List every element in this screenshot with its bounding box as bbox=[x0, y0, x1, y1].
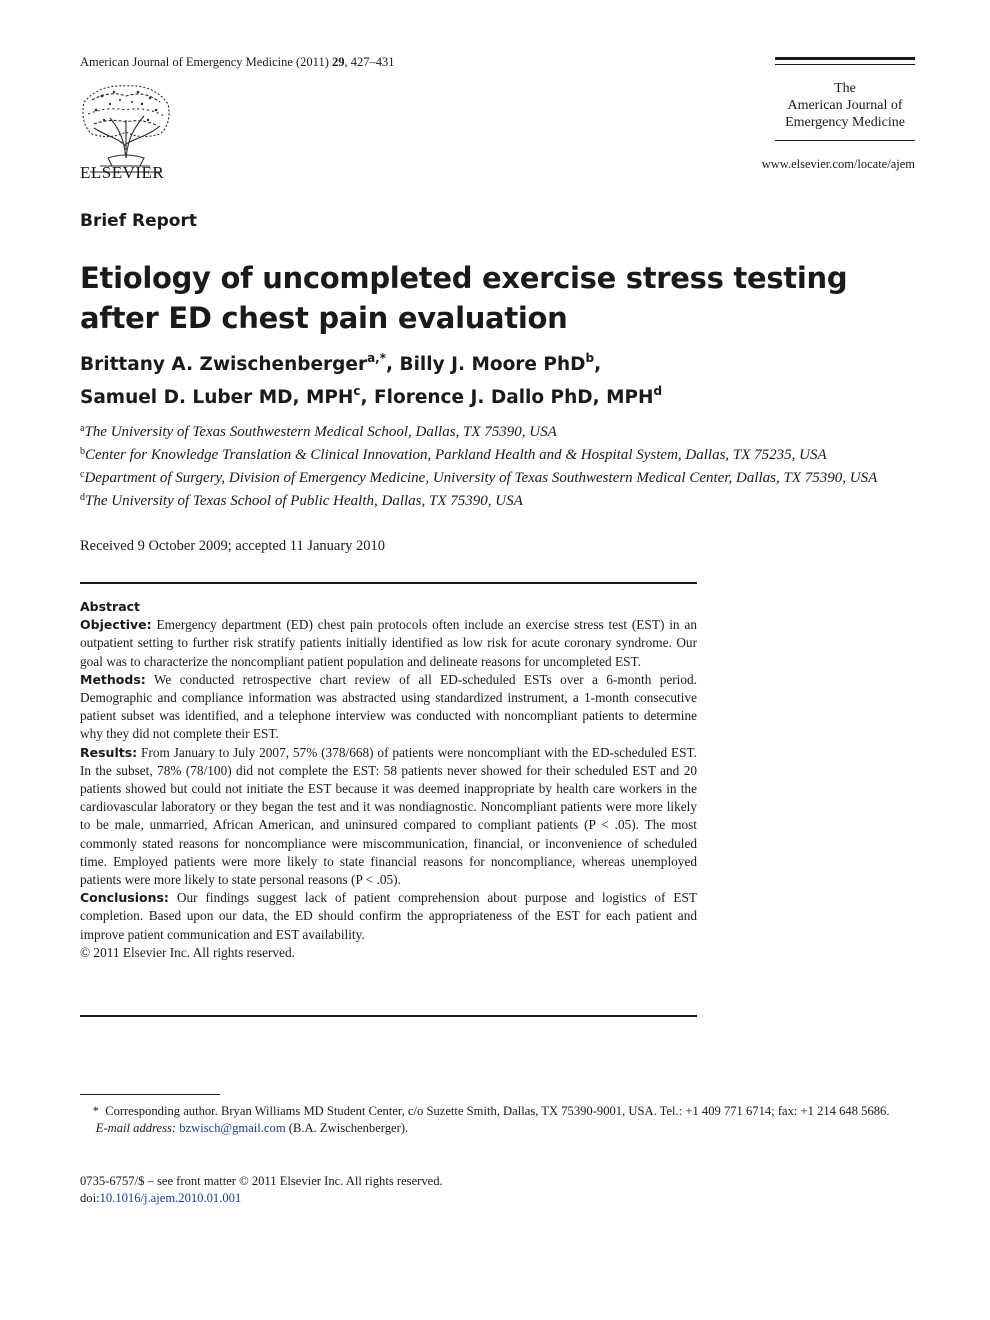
author-list: Brittany A. Zwischenberger$^{a,*}$, Billy J. Moore PhD$^b$, Samuel D. Luber MD, MPH$^c$, Florence J. Dallo PhD, MPH$^d$ bbox=[80, 351, 663, 408]
author-name: Florence J. Dallo PhD, MPH bbox=[374, 387, 654, 408]
abstract-bottom-rule bbox=[80, 1015, 697, 1017]
elsevier-wordmark: ELSEVIER bbox=[80, 163, 165, 182]
header-rule-thick bbox=[775, 57, 915, 60]
abstract-top-rule bbox=[80, 582, 697, 584]
journal-citation: American Journal of Emergency Medicine (2011) 29, 427–431 bbox=[80, 55, 395, 69]
header-rule-thin bbox=[775, 64, 915, 65]
doi-link[interactable]: 10.1016/j.ajem.2010.01.001 bbox=[99, 1191, 242, 1205]
email-link[interactable]: bzwisch@gmail.com bbox=[179, 1121, 286, 1135]
email-note: E-mail address: bzwisch@gmail.com (B.A. Zwischenberger). bbox=[95, 1121, 409, 1135]
article-title: Etiology of uncompleted exercise stress testing after ED chest pain evaluation bbox=[80, 261, 848, 335]
corresponding-author-note: * Corresponding author. Bryan Williams MD Student Center, c/o Suzette Smith, Dallas, TX 75390-9001, USA. Tel.: +1 409 771 6714; fax: +1 214 648 5686. bbox=[92, 1104, 890, 1118]
footnotes bbox=[80, 1103, 915, 1137]
affiliation-item: $^d$The University of Texas School of Public Health, Dallas, TX 75390, USA bbox=[80, 492, 523, 509]
affiliation-item: $^c$Department of Surgery, Division of Emergency Medicine, University of Texas Southwestern Medical Center, Dallas, TX 75390, USA bbox=[80, 469, 878, 486]
abstract-objective: Objective: Emergency department (ED) chest pain protocols often include an exercise stress test (EST) in an outpatient setting to further risk stratify patients initially identified as low risk for acute coronary syndrome. Our goal was to characterize the noncompliant patient population and delineate reasons for uncompleted EST. bbox=[80, 617, 697, 669]
author-affiliation-mark: b bbox=[585, 351, 595, 365]
affiliation-item: $^a$The University of Texas Southwestern Medical School, Dallas, TX 75390, USA bbox=[80, 423, 557, 440]
author-affiliation-mark: d bbox=[653, 384, 663, 398]
affiliations bbox=[80, 419, 920, 511]
abstract-results: Results: From January to July 2007, 57% (378/668) of patients were noncompliant with the ED-scheduled EST. In the subset, 78% (78/100) did not complete the EST: 58 patients never showed for their scheduled EST and 20 patients showed but could not initiate the EST because it was deemed inappropriate by health care workers in the cardiovascular laboratory or they began the test and it was nondiagnostic. Noncompliant patients were more likely to be male, unmarried, African American, and uninsured compared to compliant patients (P < .05). The most commonly stated reasons for noncompliance were miscommunication, financial, or inconvenience of scheduled time. Employed patients were more likely to state financial reasons for noncompliance, whereas unemployed patients were more likely to state personal reasons (P < .05). bbox=[80, 744, 697, 888]
journal-name: The American Journal of Emergency Medicine bbox=[785, 81, 905, 130]
footnote-rule bbox=[80, 1094, 220, 1095]
journal-url[interactable]: www.elsevier.com/locate/ajem bbox=[761, 157, 915, 171]
front-matter bbox=[80, 1173, 443, 1207]
abstract-copyright: © 2011 Elsevier Inc. All rights reserved. bbox=[80, 944, 295, 960]
abstract-heading: Abstract bbox=[80, 599, 141, 614]
author-name: Brittany A. Zwischenberger bbox=[80, 354, 368, 375]
abstract-conclusions: Conclusions: Our findings suggest lack of patient comprehension about purpose and logistics of EST completion. Based upon our data, the ED should confirm the appropriateness of the EST for each patient and improve patient communication and EST availability. bbox=[80, 890, 697, 942]
author-name: Billy J. Moore PhD bbox=[399, 354, 586, 375]
author-affiliation-mark: c bbox=[353, 384, 361, 398]
received-dates: Received 9 October 2009; accepted 11 January 2010 bbox=[80, 538, 386, 554]
journal-box-rule bbox=[775, 140, 915, 141]
doi-line: doi:10.1016/j.ajem.2010.01.001 bbox=[80, 1191, 242, 1205]
abstract bbox=[80, 598, 697, 962]
affiliation-item: $^b$Center for Knowledge Translation & Clinical Innovation, Parkland Health and & Hospital System, Dallas, TX 75235, USA bbox=[80, 446, 827, 463]
abstract-methods: Methods: We conducted retrospective chart review of all ED-scheduled ESTs over a 6-month period. Demographic and compliance information was abstracted using standardized instrument, a 1-month consecutive patient subset was identified, and a telephone interview was conducted with noncompliant patients to determine why they did not complete their EST. bbox=[80, 671, 697, 742]
section-label: Brief Report bbox=[80, 211, 197, 231]
issn-line: 0735-6757/$ – see front matter © 2011 Elsevier Inc. All rights reserved. bbox=[80, 1174, 443, 1188]
author-name: Samuel D. Luber MD, MPH bbox=[80, 387, 354, 408]
author-affiliation-mark: a,* bbox=[367, 351, 387, 365]
